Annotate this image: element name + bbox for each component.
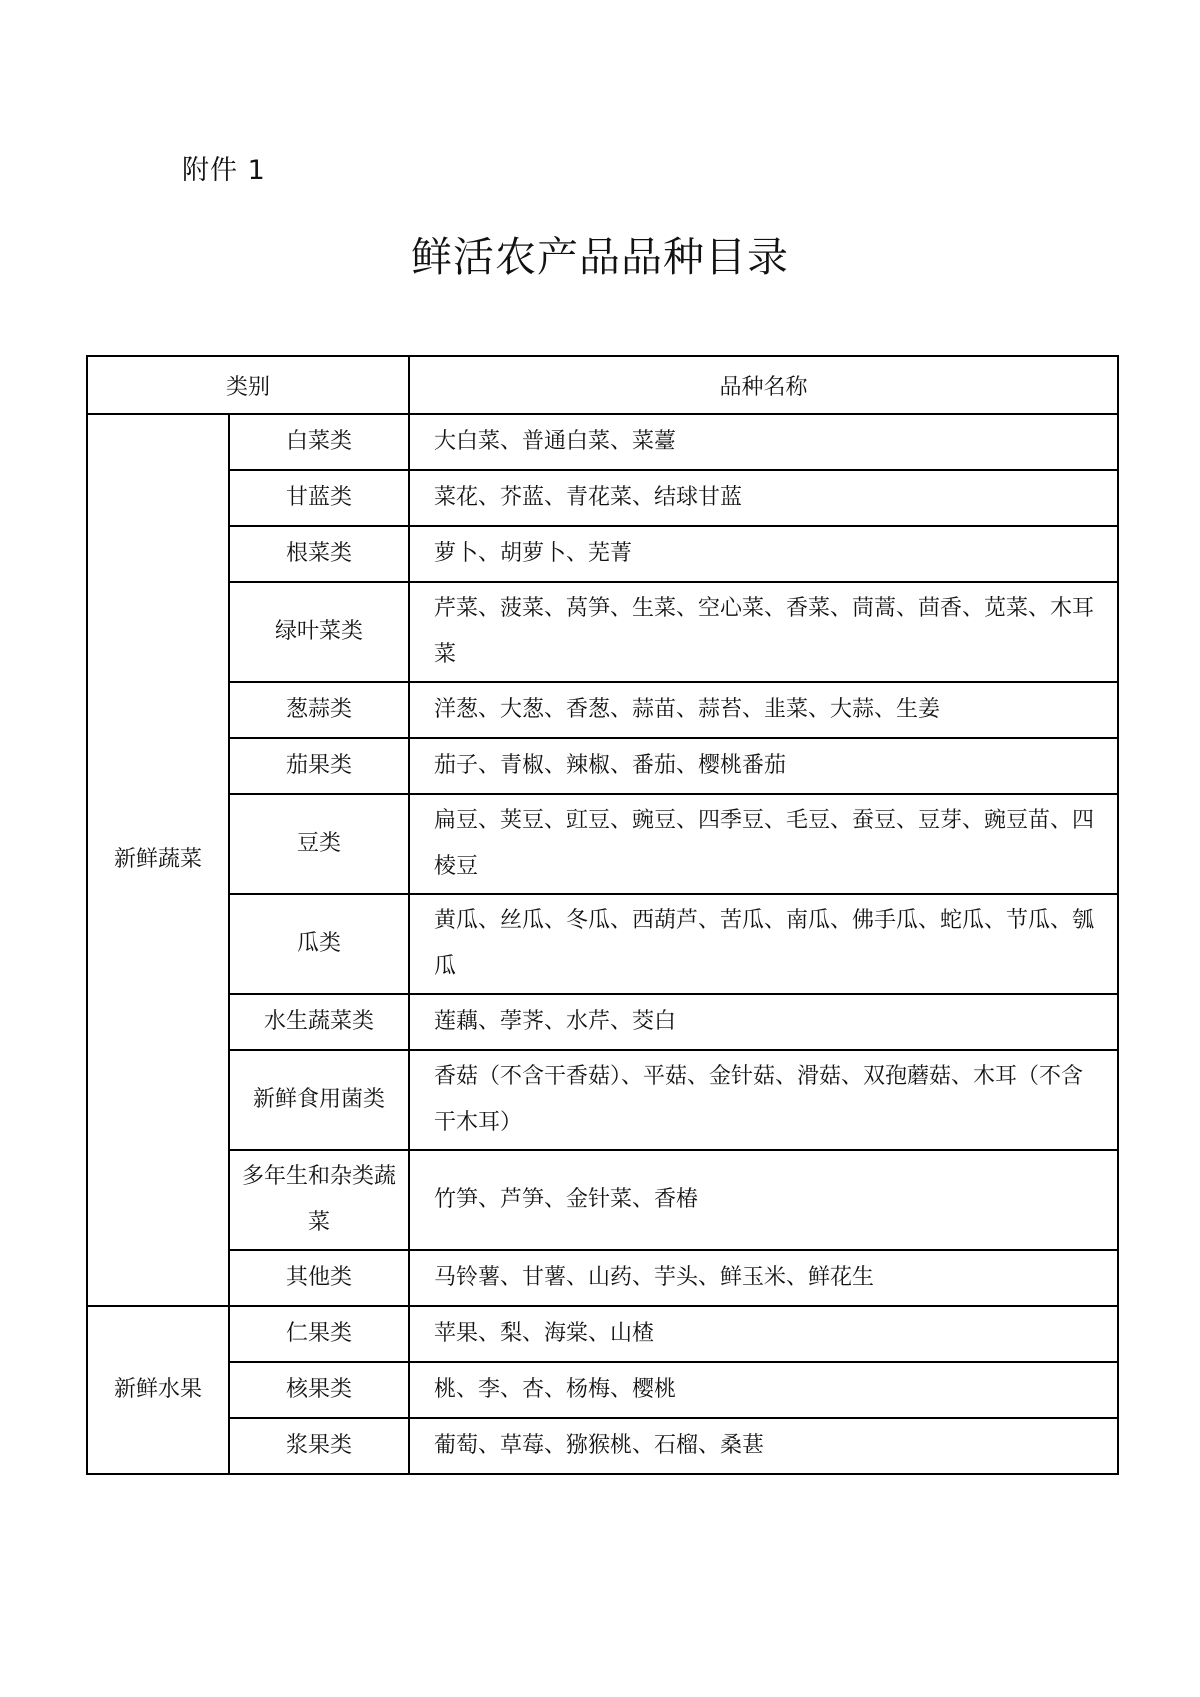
table-row <box>87 794 1118 894</box>
table-row <box>87 1150 1118 1250</box>
table-row <box>87 526 1118 582</box>
group-name-fresh-fruits: 新鲜水果 <box>87 1306 229 1474</box>
subcategory-cell: 根菜类 <box>229 526 409 582</box>
varieties-cell: 马铃薯、甘薯、山药、芋头、鲜玉米、鲜花生 <box>409 1250 1118 1306</box>
variety-catalog-table <box>86 355 1119 1475</box>
table-row <box>87 1050 1118 1150</box>
varieties-cell: 芹菜、菠菜、莴笋、生菜、空心菜、香菜、茼蒿、茴香、苋菜、木耳菜 <box>409 582 1118 682</box>
varieties-cell: 香菇（不含干香菇）、平菇、金针菇、滑菇、双孢蘑菇、木耳（不含干木耳） <box>409 1050 1118 1150</box>
varieties-cell: 菜花、芥蓝、青花菜、结球甘蓝 <box>409 470 1118 526</box>
subcategory-cell: 多年生和杂类蔬菜 <box>229 1150 409 1250</box>
varieties-cell: 莲藕、荸荠、水芹、茭白 <box>409 994 1118 1050</box>
subcategory-cell: 瓜类 <box>229 894 409 994</box>
group-name-fresh-vegetables: 新鲜蔬菜 <box>87 414 229 1306</box>
subcategory-cell: 核果类 <box>229 1362 409 1418</box>
table-header-row <box>87 356 1118 414</box>
table-row <box>87 994 1118 1050</box>
table-row <box>87 1250 1118 1306</box>
table-row <box>87 1418 1118 1474</box>
subcategory-cell: 甘蓝类 <box>229 470 409 526</box>
table-row <box>87 1362 1118 1418</box>
table-row <box>87 470 1118 526</box>
varieties-cell: 苹果、梨、海棠、山楂 <box>409 1306 1118 1362</box>
varieties-cell: 葡萄、草莓、猕猴桃、石榴、桑葚 <box>409 1418 1118 1474</box>
varieties-cell: 茄子、青椒、辣椒、番茄、樱桃番茄 <box>409 738 1118 794</box>
subcategory-cell: 新鲜食用菌类 <box>229 1050 409 1150</box>
subcategory-cell: 仁果类 <box>229 1306 409 1362</box>
subcategory-cell: 葱蒜类 <box>229 682 409 738</box>
table-row <box>87 582 1118 682</box>
table-row <box>87 414 1118 470</box>
varieties-cell: 洋葱、大葱、香葱、蒜苗、蒜苔、韭菜、大蒜、生姜 <box>409 682 1118 738</box>
subcategory-cell: 绿叶菜类 <box>229 582 409 682</box>
varieties-cell: 大白菜、普通白菜、菜薹 <box>409 414 1118 470</box>
table-row <box>87 682 1118 738</box>
table-row <box>87 738 1118 794</box>
varieties-cell: 萝卜、胡萝卜、芜菁 <box>409 526 1118 582</box>
subcategory-cell: 水生蔬菜类 <box>229 994 409 1050</box>
header-varieties: 品种名称 <box>409 356 1118 414</box>
varieties-cell: 扁豆、荚豆、豇豆、豌豆、四季豆、毛豆、蚕豆、豆芽、豌豆苗、四棱豆 <box>409 794 1118 894</box>
annex-label: 附件 1 <box>182 155 266 186</box>
subcategory-cell: 其他类 <box>229 1250 409 1306</box>
subcategory-cell: 茄果类 <box>229 738 409 794</box>
subcategory-cell: 白菜类 <box>229 414 409 470</box>
subcategory-cell: 浆果类 <box>229 1418 409 1474</box>
varieties-cell: 竹笋、芦笋、金针菜、香椿 <box>409 1150 1118 1250</box>
table-row <box>87 1306 1118 1362</box>
document-title: 鲜活农产品品种目录 <box>411 233 789 281</box>
table-row <box>87 894 1118 994</box>
subcategory-cell: 豆类 <box>229 794 409 894</box>
varieties-cell: 桃、李、杏、杨梅、樱桃 <box>409 1362 1118 1418</box>
varieties-cell: 黄瓜、丝瓜、冬瓜、西葫芦、苦瓜、南瓜、佛手瓜、蛇瓜、节瓜、瓠瓜 <box>409 894 1118 994</box>
header-category: 类别 <box>87 356 409 414</box>
